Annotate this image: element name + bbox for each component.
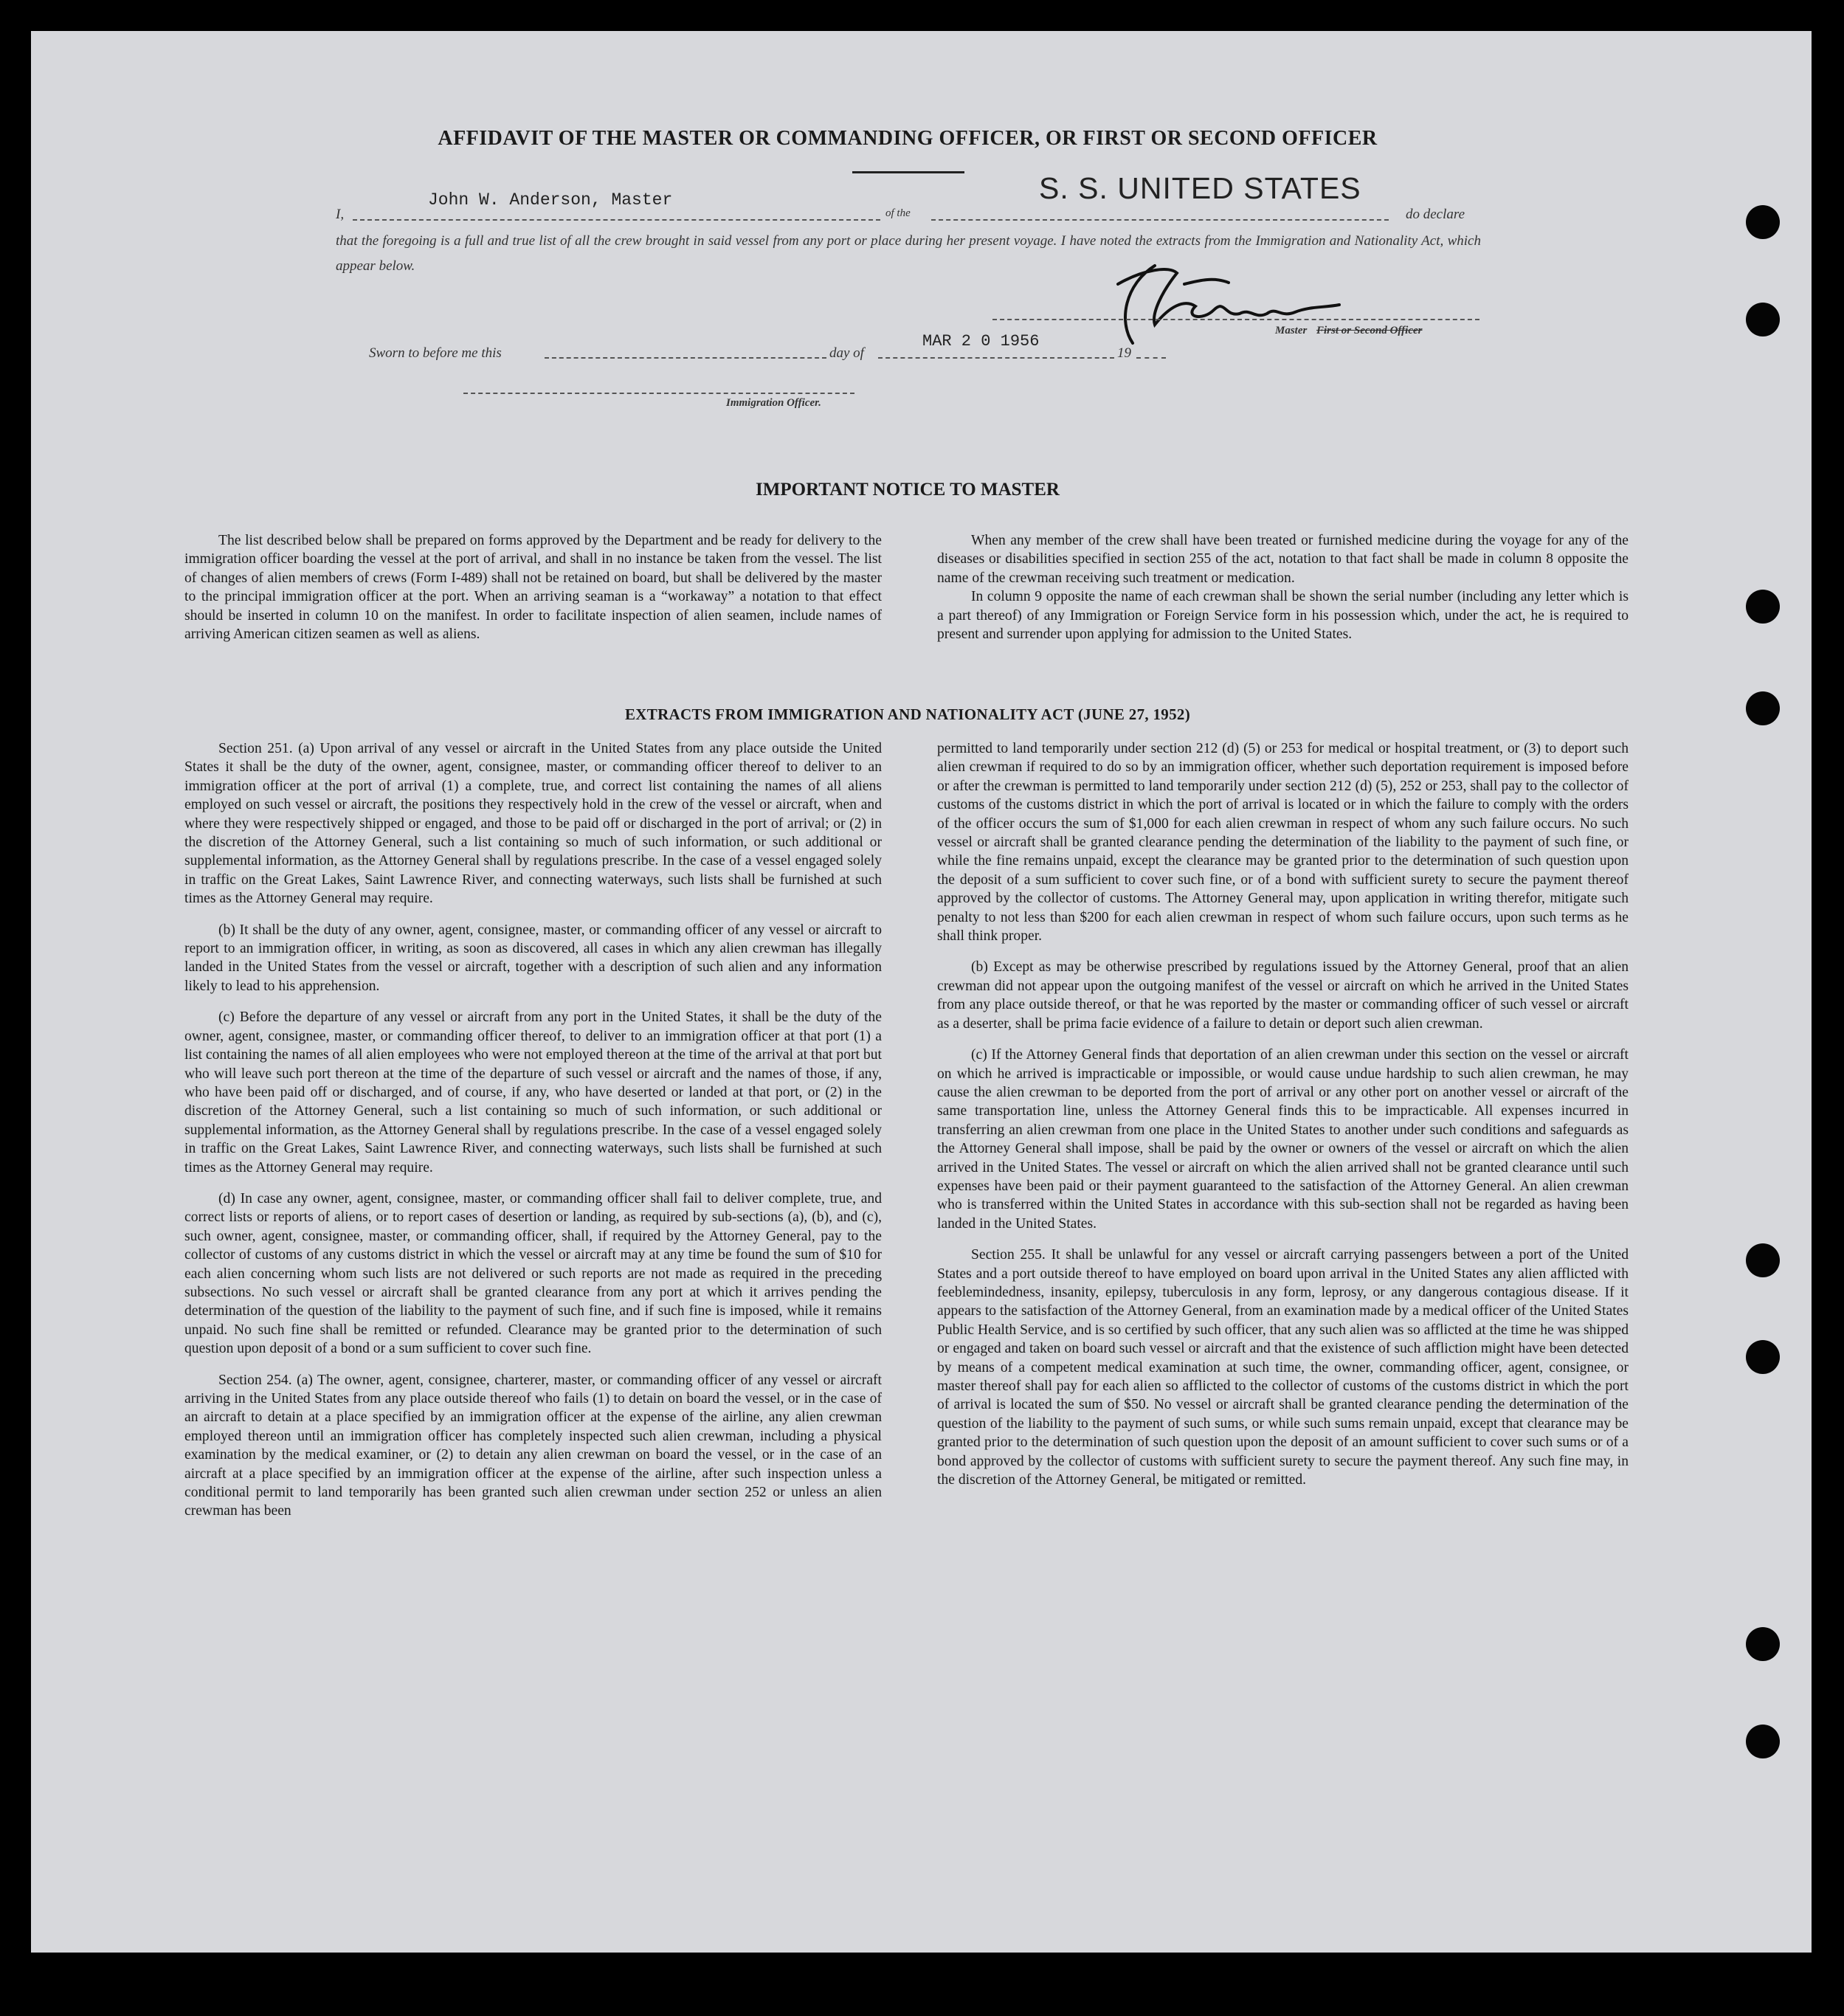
do-declare-label: do declare xyxy=(1406,207,1465,222)
binder-hole xyxy=(1746,1243,1780,1277)
binder-hole xyxy=(1746,590,1780,624)
i-label: I, xyxy=(336,207,345,222)
section-254b: (b) Except as may be otherwise prescribed by regulations issued by the Attorney General, proof that an alien crewman did not appear upon the outgoing manifest of the vessel or aircraft on which he arrived in the United States from any place outside thereof, or that he was reported by the master or commanding officer of such vessel or aircraft as a deserter, shall be prima facie evidence of a failure to detain or deport such alien crewman. xyxy=(937,959,1629,1032)
notice-right-column xyxy=(937,531,1629,656)
section-251b: (b) It shall be the duty of any owner, agent, consignee, master, or commanding officer of any vessel or aircraft to report to an immigration officer, in writing, as soon as discovered, all cases in which any alien crewman has illegally landed in the United States from the vessel or aircraft, together with a description of such alien and any information likely to lead to his apprehension. xyxy=(184,922,882,994)
day-of-label: day of xyxy=(829,345,864,361)
extracts-title: EXTRACTS FROM IMMIGRATION AND NATIONALITY ACT (JUNE 27, 1952) xyxy=(625,705,1190,723)
section-251d: (d) In case any owner, agent, consignee, master, or commanding officer shall fail to deliver complete, true, and correct lists or reports of aliens, or to report cases of desertion or landing, as required by sub-sections (a), (b), and (c), such owner, agent, consignee, master, or commanding officer, shall, if required by the Attorney General, pay to the collector of customs of any customs district in which the vessel or aircraft may at any time be found the sum of $10 for each alien concerning whom such lists are not delivered or such reports are not made as required in the preceding subsections. No such vessel or aircraft shall be granted clearance from any port at which it arrives pending the determination of the question of the liability to the payment of such fine, and if such fine is imposed, while it remains unpaid. No such fine shall be remitted or refunded. Clearance may be granted prior to the determination of such question upon deposit of a bond or a sum sufficient to cover such fine. xyxy=(184,1190,882,1357)
section-255: Section 255. It shall be unlawful for any vessel or aircraft carrying passengers between a port of the United States and a port outside thereof to have employed on board upon arrival in the United States any alien afflicted with feeblemindedness, insanity, epilepsy, tuberculosis in any form, leprosy, or any dangerous contagious disease. If it appears to the satisfaction of the Attorney General, from an examination made by a medical officer of the United States Public Health Service, and is so certified by such officer, that any such alien was so afflicted at the time he was shipped or engaged and taken on board such vessel or aircraft and that the existence of such affliction might have been detected by means of a competent medical examination at such time, the owner, commanding officer, agent, consignee, or master thereof shall pay for each alien so afflicted to the collector of customs of the customs district in which the port of arrival is located the sum of $50. No vessel or aircraft shall be granted clearance pending the determination of the question of the liability to the payment of such sums, or while such sums remain unpaid, except that clearance may be granted prior to the determination of such question upon the deposit of an amount sufficient to cover such sums or of a bond approved by the collector of customs with sufficient surety to secure the payment thereof. Any such fine may, in the discretion of the Attorney General, be mitigated or remitted. xyxy=(937,1247,1629,1488)
section-254c: (c) If the Attorney General finds that deportation of an alien crewman under this section on the vessel or aircraft on which he arrived is impracticable or impossible, or would cause undue hardship to such alien crewman, he may cause the alien crewman to be deported from the port of arrival or any other port on another vessel or aircraft of the same transportation line, unless the Attorney General finds this to be impracticable. All expenses incurred in transferring an alien crewman from one place in the United States to another under such conditions and safeguards as the Attorney General shall impose, shall be paid by the owner or owners of the vessel or aircraft on which the alien arrived in the United States. The vessel or aircraft on which the alien arrived shall not be granted clearance until such expenses have been paid or their payment guaranteed to the satisfaction of the Attorney General. An alien crewman who is transferred within the United States in accordance with this sub-section shall not be regarded as having been landed in the United States. xyxy=(937,1047,1629,1232)
notice-title: IMPORTANT NOTICE TO MASTER xyxy=(756,480,1060,500)
notice-left-column xyxy=(184,531,882,656)
officer-title-master: Master xyxy=(1275,325,1308,336)
section-254a: Section 254. (a) The owner, agent, consignee, charterer, master, or commanding officer of any vessel or aircraft arriving in the United States from any place outside thereof who fails (1) to detain on board the vessel, or in the case of an aircraft to detain at a place specified by an immigration officer at the expense of the airline, any alien crewman employed thereon until an immigration officer has completely inspected such alien crewman, including a physical examination by the medical examiner, or (2) to detain any alien crewman on board the vessel, or in the case of an aircraft at a place specified by an immigration officer at the expense of the airline, after such inspection unless a conditional permit to land temporarily has been granted such alien crewman under section 252 or unless an alien crewman has been xyxy=(184,1372,882,1519)
section-251a: Section 251. (a) Upon arrival of any vessel or aircraft in the United States from any place outside the United States it shall be the duty of the owner, agent, consignee, master, or commanding officer thereof to deliver to an immigration officer at the port of arrival (1) a complete, true, and correct list containing the names of all aliens employed on such vessel or aircraft, the positions they respectively hold in the crew of the vessel or aircraft, when and where they were respectively shipped or engaged, and those to be paid off or discharged in the port of arrival; or (2) in the discretion of the Attorney General, such a list containing so much of such information, or such additional or supplemental information, as the Attorney General shall by regulations prescribe. In the case of a vessel engaged solely in traffic on the Great Lakes, Saint Lawrence River, and connecting waterways, such lists shall be furnished at such times as the Attorney General may require. xyxy=(184,741,882,907)
notice-paragraph: When any member of the crew shall have been treated or furnished medicine during the voyage for any of the diseases or disabilities specified in section 255 of the act, notation to that fact shall be made in column 8 opposite the name of the crewman receiving such treatment or medication. xyxy=(937,533,1629,586)
of-the-label: of the xyxy=(885,207,911,219)
declaration-text: that the foregoing is a full and true list of all the crew brought in said vessel from any port or place during her present voyage. I have noted the extracts from the Immigration and Nationality Act, which appear below. xyxy=(336,233,1481,274)
immigration-officer-line xyxy=(463,393,854,394)
binder-hole xyxy=(1746,303,1780,336)
master-name-field: John W. Anderson, Master xyxy=(428,190,673,210)
year-line xyxy=(1136,357,1166,359)
officer-title-struck: First or Second Officer xyxy=(1316,325,1423,336)
name-field-line xyxy=(353,219,880,221)
section-254a-continued: permitted to land temporarily under section 212 (d) (5) or 253 for medical or hospital treatment, or (3) to deport such alien crewman if required to do so by an immigration officer, whether such deportation requirement is imposed before or after the crewman is permitted to land temporarily under section 212 (d) (5), 252 or 253, shall pay to the collector of customs of the customs district in which the port of arrival is located or in which the failure to comply with the orders of the officer occurs the sum of $1,000 for each alien crewman in respect of whom any such failure occurs. No such vessel or aircraft shall be granted clearance pending the determination of the liability to the payment of such fine, or while the fine remains unpaid, except the clearance may be granted prior to the determination of such question upon the deposit of a sum sufficient to cover such fine, or of a bond with sufficient surety to secure the payment thereof approved by the collector of customs. The Attorney General may, upon application in writing therefor, mitigate such penalty to not less than $200 for each alien crewman in respect of whom such failure occurs, upon such terms as he shall think proper. xyxy=(937,741,1629,945)
signature-line xyxy=(992,319,1479,320)
sworn-label: Sworn to before me this xyxy=(369,345,502,361)
sworn-day-line xyxy=(545,357,826,359)
binder-hole xyxy=(1746,1340,1780,1374)
date-stamp: MAR 2 0 1956 xyxy=(922,332,1040,351)
extracts-right-column xyxy=(937,739,1629,1502)
binder-hole xyxy=(1746,205,1780,239)
vessel-name-field: S. S. UNITED STATES xyxy=(1039,171,1361,205)
notice-paragraph: In column 9 opposite the name of each crewman shall be shown the serial number (including any letter which is a part thereof) of any Immigration or Foreign Service form in his possession which, under the act, he is required to present and surrender upon applying for admission to the United States. xyxy=(937,589,1629,643)
master-signature xyxy=(1074,255,1354,351)
binder-hole xyxy=(1746,1627,1780,1661)
extracts-left-column xyxy=(184,739,882,1533)
year-label: 19 xyxy=(1117,345,1131,361)
immigration-officer-label: Immigration Officer. xyxy=(726,397,821,409)
notice-paragraph: The list described below shall be prepared on forms approved by the Department and be ready for delivery to the immigration officer boarding the vessel at the port of arrival, and shall in no instance be taken from the vessel. The list of changes of alien members of crews (Form I-489) shall not be retained on board, but shall be delivered by the master to the principal immigration officer at the port. When an arriving seaman is a “workaway” a notation to that effect should be inserted in column 10 on the manifest. In order to facilitate inspection of alien seamen, include names of arriving American citizen seamen as well as aliens. xyxy=(184,533,882,643)
affidavit-title: AFFIDAVIT OF THE MASTER OR COMMANDING OFFICER, OR FIRST OR SECOND OFFICER xyxy=(438,127,1378,150)
title-rule xyxy=(852,171,964,173)
vessel-field-line xyxy=(931,219,1389,221)
section-251c: (c) Before the departure of any vessel or aircraft from any port in the United States, it shall be the duty of the owner, agent, consignee, master, or commanding officer thereof, to deliver to an immigration officer at that port (1) a list containing the names of all alien employees who were not employed thereon at the time of the arrival at that port but who will leave such port thereon at the time of the departure of such vessel or aircraft and the names of those, if any, who have been paid off or discharged, and of course, if any, who have deserted or landed at that port, or (2) in the discretion of the Attorney General, such a list containing so much of such information, or such additional or supplemental information, as the Attorney General shall by regulations prescribe. In the case of a vessel engaged solely in traffic on the Great Lakes, Saint Lawrence River, and connecting waterways, such lists shall be furnished at such times as the Attorney General may require. xyxy=(184,1009,882,1176)
sworn-month-line xyxy=(878,357,1114,359)
binder-hole xyxy=(1746,1725,1780,1758)
